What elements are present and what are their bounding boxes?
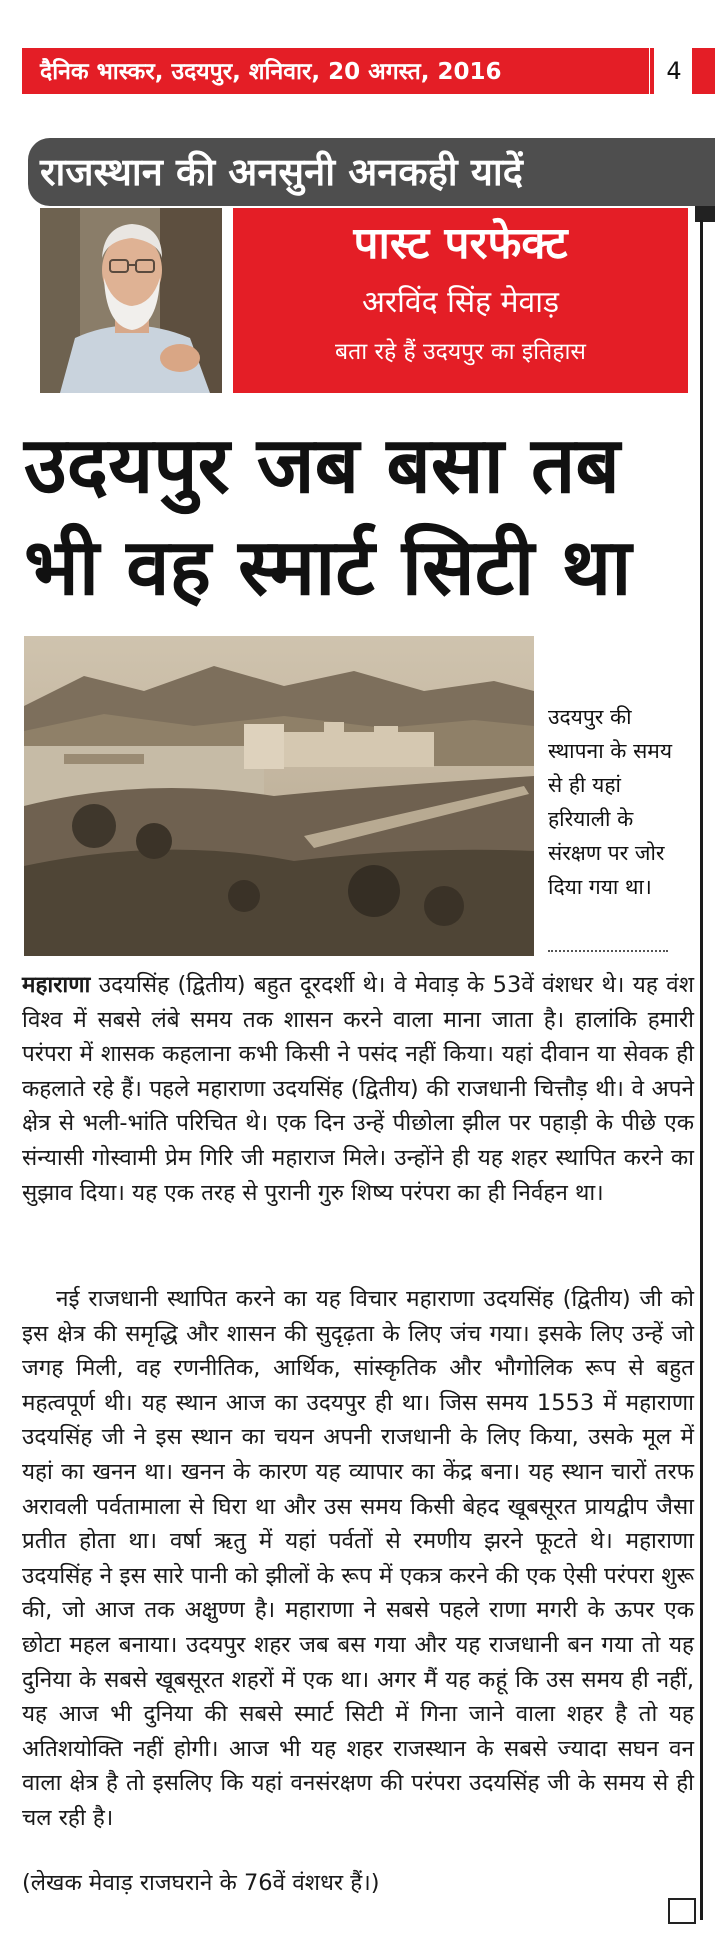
author-portrait-icon [40,208,222,393]
masthead-bar-end [692,48,715,94]
author-photo [40,208,222,393]
masthead-text: दैनिक भास्कर, उदयपुर, शनिवार, 20 अगस्त, 2016 [40,59,502,85]
paragraph-1-text: उदयसिंह (द्वितीय) बहुत दूरदर्शी थे। वे मेवाड़ के 53वें वंशधर थे। यह वंश विश्व में सबसे लंबे समय तक शासन करने वाला माना जाता है। हालांकि हमारी परंपरा में शासक कहलाना कभी किसी ने पसंद नहीं किया। यहां दीवान या सेवक ही कहलाते रहे हैं। पहले महाराणा उदयसिंह (द्वितीय) की राजधानी चित्तौड़ थी। वे अपने क्षेत्र से भली-भांति परिचित थे। एक दिन उन्हें पीछोला झील पर पहाड़ी के पीछे एक संन्यासी गोस्वामी प्रेम गिरि जी महाराज मिले। उन्होंने ही यह शहर स्थापित करने का सुझाव दिया। यह एक तरह से पुरानी गुरु शिष्य परंपरा का ही निर्वहन था। [22,972,694,1206]
body-paragraph-2: नई राजधानी स्थापित करने का यह विचार महाराणा उदयसिंह (द्वितीय) जी को इस क्षेत्र की समृद्धि और शासन की सुदृढ़ता के लिए जंच गया। इसके लिए उन्हें जो जगह मिली, वह रणनीतिक, आर्थिक, सांस्कृतिक और भौगोलिक रूप से बहुत महत्वपूर्ण थी। यह स्थान आज का उदयपुर ही था। जिस समय 1553 में महाराणा उदयसिंह जी ने इस स्थान का चयन अपनी राजधानी के लिए किया, उसके मूल में यहां का खनन था। खनन के कारण यह व्यापार का केंद्र बना। यह स्थान चारों तरफ अरावली पर्वतामाला से घिरा था और उस समय किसी बेहद खूबसूरत प्रायद्वीप जैसा प्रतीत होता था। वर्षा ऋतु में यहां पर्वतों से रमणीय झरने फूटते थे। महाराणा उदयसिंह ने इस सारे पानी को झीलों के रूप में एकत्र करने की एक ऐसी परंपरा शुरू की, जो आज तक अक्षुण्ण है। महाराणा ने सबसे पहले राणा मगरी के ऊपर एक छोटा महल बनाया। उदयपुर शहर जब बस गया और यह राजधानी बन गया तो यह दुनिया के सबसे खूबसूरत शहरों में एक था। अगर मैं यह कहूं कि उस समय ही नहीं, यह आज भी दुनिया की सबसे स्मार्ट सिटी में गिना जाने वाला शहर है तो यह अतिशयोक्ति नहीं होगी। आज भी यह शहर राजस्थान के सबसे ज्यादा सघन वन वाला क्षेत्र है तो इसलिए कि यहां वनसंरक्षण की परंपरा उदयसिंह जी के समय से ही चल रही है। [22,1286,694,1831]
banner-shadow [695,206,715,222]
column-tagline: बता रहे हैं उदयपुर का इतिहास [335,339,586,365]
page-number: 4 [666,57,682,85]
column-name: पास्ट परफेक्ट [353,218,568,269]
caption-divider [548,950,668,952]
author-footnote: (लेखक मेवाड़ राजघराने के 76वें वंशधर हैं।) [22,1870,380,1896]
landscape-photo-icon [24,636,534,956]
column-rule [700,220,703,1920]
lead-word: महाराणा [22,972,91,998]
series-banner-title: राजस्थान की अनसुनी अनकही यादें [40,150,523,194]
photo-caption: उदयपुर की स्थापना के समय से ही यहां हरियाली के संरक्षण पर जोर दिया गया था। [548,705,673,899]
end-mark [668,1898,696,1924]
column-author: अरविंद सिंह मेवाड़ [361,285,560,320]
body-paragraph-1 [22,968,694,1210]
headline: उदयपुर जब बसा तब भी वह स्मार्ट सिटी था [24,421,632,613]
udaipur-historic-photo [24,636,534,956]
